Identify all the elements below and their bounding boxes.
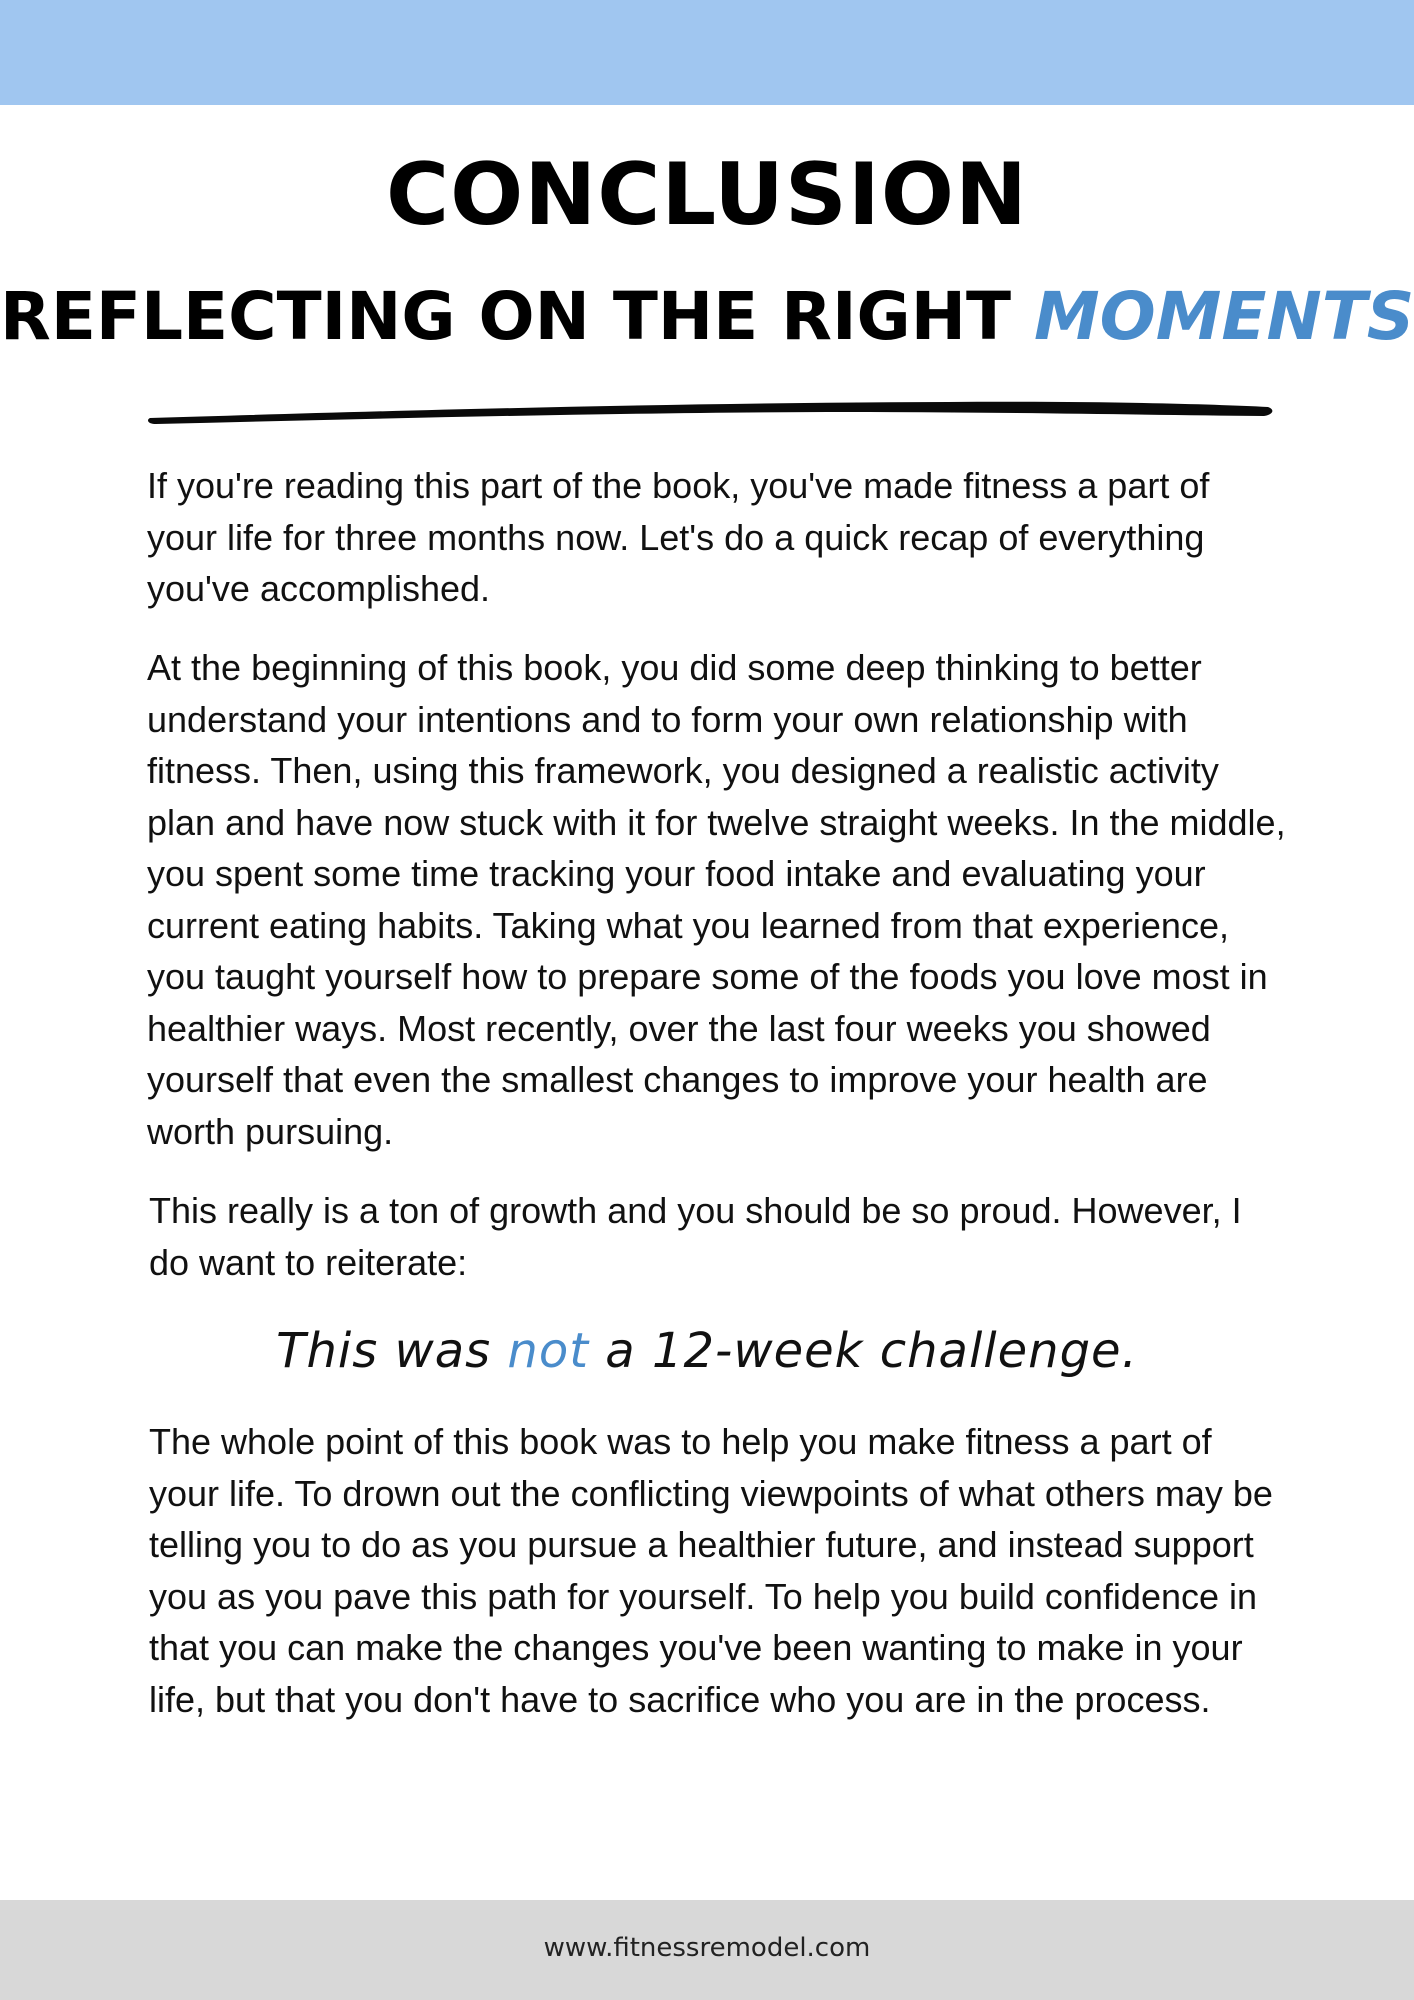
body-paragraph-1: If you're reading this part of the book, you've made fitness a part of your life for three months now. Let's do a quick recap of everything you've accomplished. <box>147 465 1210 609</box>
subtitle-accent-text: MOMENTS <box>1033 278 1414 355</box>
body-paragraph-4: The whole point of this book was to help you make fitness a part of your life. To drown out the conflicting viewpoints of what others may be telling you to do as you pursue a healthier future, and instead support you as you pave this path for yourself. To help you build confidence in that you can make the changes you've been wanting to make in your life, but that you don't have to sacrifice who you are in the process. <box>149 1421 1273 1720</box>
body-paragraph-2: At the beginning of this book, you did some deep thinking to better understand your intentions and to form your own relationship with fitness. Then, using this framework, you designed a realistic activity plan and have now stuck with it for twelve straight weeks. In the middle, you spent some time tracking your food intake and evaluating your current eating habits. Taking what you learned from that experience, you taught yourself how to prepare some of the foods you love most in healthier ways. Most recently, over the last four weeks you showed yourself that even the smallest changes to improve your health are worth pursuing. <box>147 647 1286 1152</box>
subtitle-main-text: REFLECTING ON THE RIGHT <box>0 278 1034 355</box>
footer-website: www.fitnessremodel.com <box>543 1933 871 1963</box>
callout-accent-word: not <box>507 1323 590 1379</box>
page-title: CONCLUSION <box>386 145 1028 245</box>
body-paragraph-3: This really is a ton of growth and you should be so proud. However, I do want to reiterate: <box>149 1190 1242 1283</box>
callout-quote <box>0 1315 1414 1387</box>
callout-text-before: This was <box>276 1323 508 1379</box>
page-subtitle <box>0 272 1414 362</box>
top-color-band <box>0 0 1414 105</box>
callout-text-after: a 12-week challenge. <box>589 1323 1138 1379</box>
brush-stroke-divider <box>148 398 1274 428</box>
